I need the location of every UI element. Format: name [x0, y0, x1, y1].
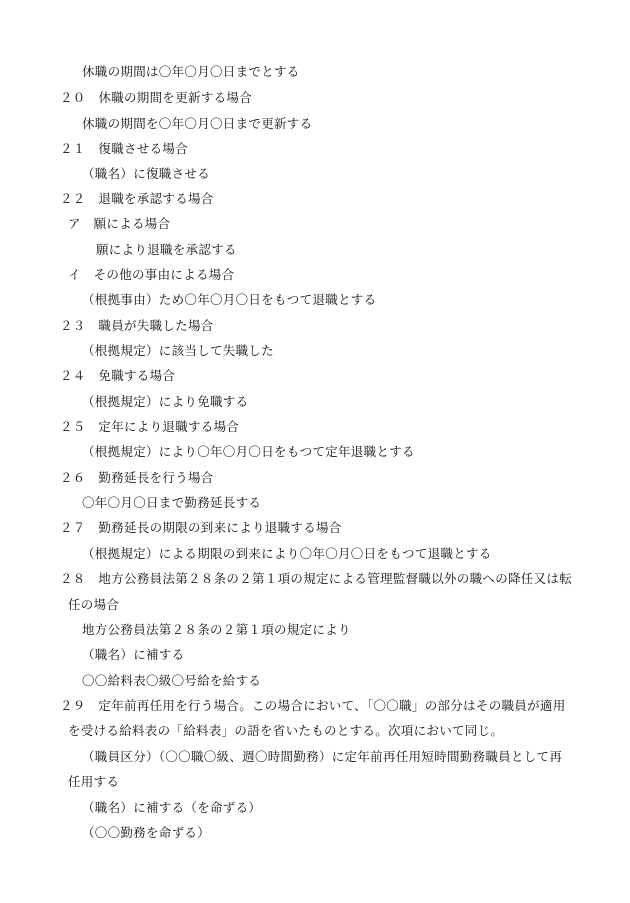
- section-heading-22: ２２ 退職を承認する場合: [60, 191, 214, 206]
- text-line: 休職の期間を〇年〇月〇日まで更新する: [82, 116, 313, 131]
- section-heading-25: ２５ 定年により退職する場合: [60, 419, 240, 434]
- text-line: （根拠事由）ため〇年〇月〇日をもつて退職とする: [82, 292, 377, 307]
- text-line: （〇〇勤務を命ずる）: [82, 825, 211, 840]
- text-line: 〇年〇月〇日まで勤務延長する: [82, 495, 262, 510]
- text-line: 地方公務員法第２８条の２第１項の規定により: [82, 622, 351, 637]
- text-line: （職員区分）（〇〇職〇級、週〇時間勤務）に定年前再任用短時間勤務職員として再: [82, 749, 563, 764]
- text-line: （職名）に復職させる: [82, 166, 211, 181]
- text-line: （根拠規定）による期限の到来により〇年〇月〇日をもつて退職とする: [82, 546, 492, 561]
- text-line: （根拠規定）により〇年〇月〇日をもつて定年退職とする: [82, 444, 415, 459]
- section-heading-26: ２６ 勤務延長を行う場合: [60, 470, 214, 485]
- text-line: （根拠規定）に該当して失職した: [82, 343, 275, 358]
- section-heading-29: ２９ 定年前再任用を行う場合。この場合において、「〇〇職」の部分はその職員が適用: [60, 698, 566, 713]
- text-line: 〇〇給料表〇級〇号給を給する: [82, 673, 262, 688]
- section-heading-23: ２３ 職員が失職した場合: [60, 318, 214, 333]
- text-line: 休職の期間は〇年〇月〇日までとする: [82, 64, 300, 79]
- text-line: （職名）に補する（を命ずる）: [82, 800, 262, 815]
- section-heading-24: ２４ 免職する場合: [60, 368, 176, 383]
- section-heading-27: ２７ 勤務延長の期限の到来により退職する場合: [60, 520, 342, 535]
- text-line: 願により退職を承認する: [96, 242, 237, 257]
- text-line: 任用する: [68, 774, 120, 789]
- subheading-i: イ その他の事由による場合: [68, 267, 235, 282]
- text-line: （根拠規定）により免職する: [82, 394, 249, 409]
- section-heading-21: ２１ 復職させる場合: [60, 141, 189, 156]
- text-line: を受ける給料表の「給料表」の語を省いたものとする。次項において同じ。: [68, 723, 504, 738]
- section-heading-28: ２８ 地方公務員法第２８条の２第１項の規定による管理監督職以外の職への降任又は転: [60, 571, 573, 586]
- section-heading-20: ２０ 休職の期間を更新する場合: [60, 90, 253, 105]
- subheading-a: ア 願による場合: [68, 216, 171, 231]
- text-line: （職名）に補する: [82, 647, 185, 662]
- text-line: 任の場合: [68, 597, 120, 612]
